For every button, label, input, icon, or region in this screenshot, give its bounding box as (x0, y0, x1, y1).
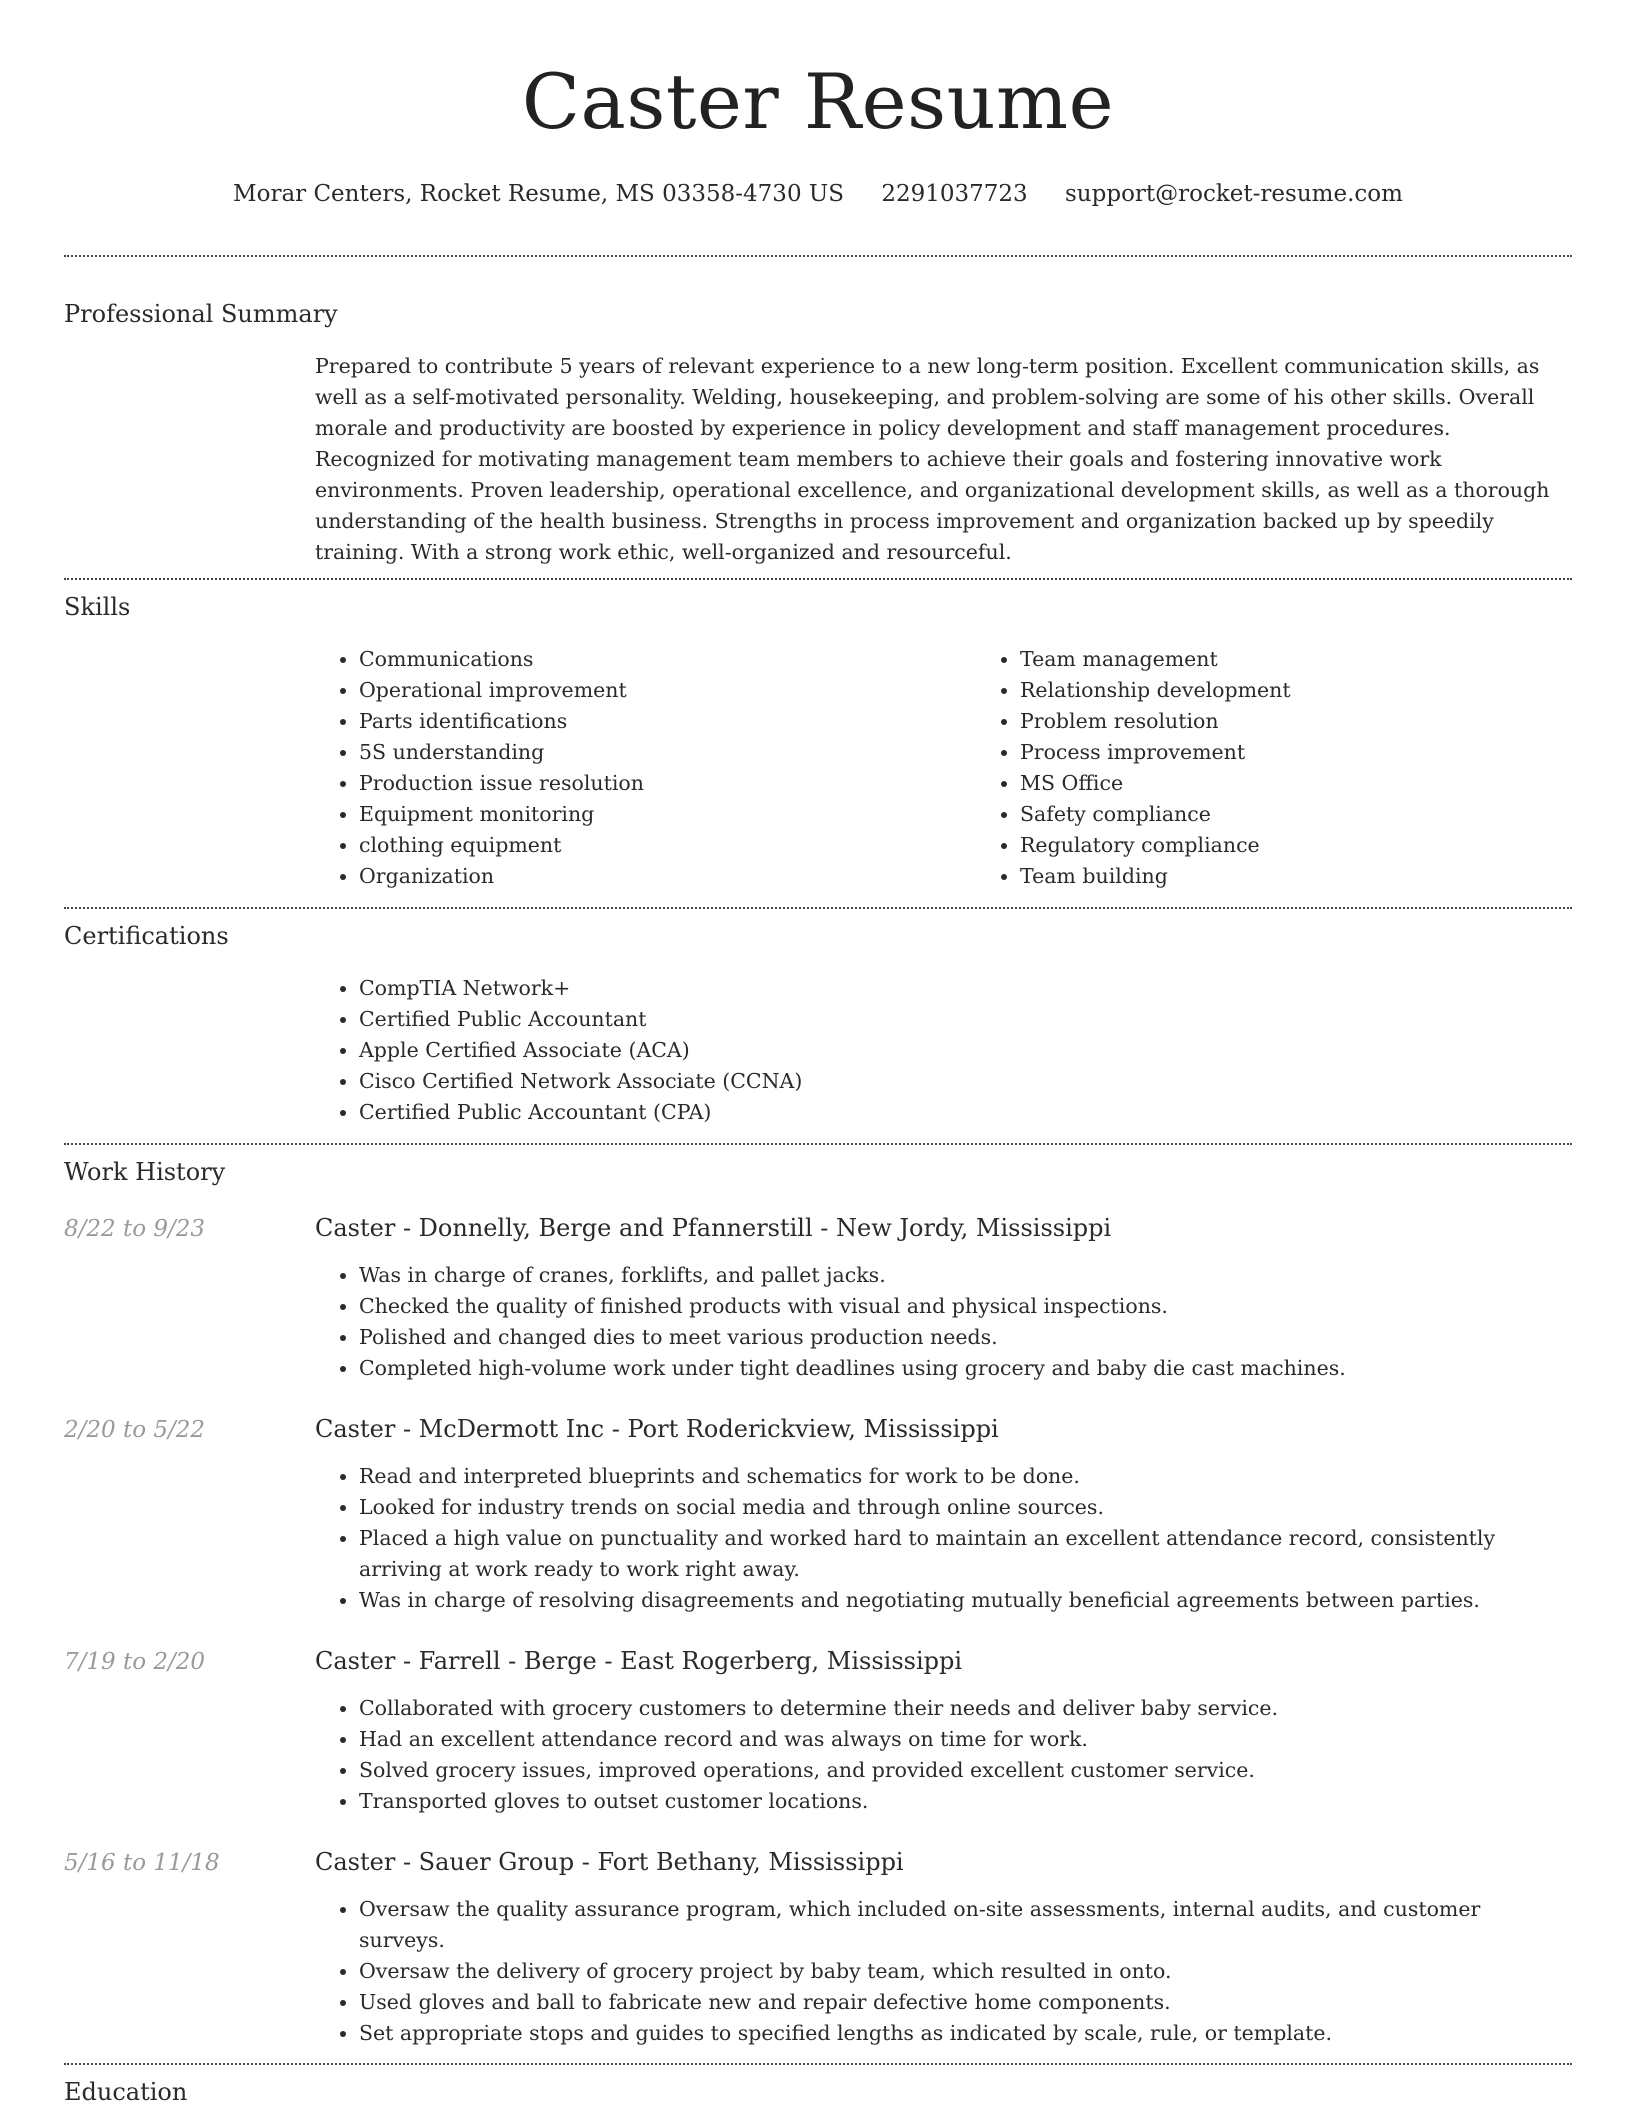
job-details (315, 1260, 1572, 1384)
job-dates: 7/19 to 2/20 (64, 1649, 206, 1675)
section-title-education: Education (64, 2078, 188, 2106)
job-bullet: • Solved grocery issues, improved operations, and provided excellent customer service. (359, 1755, 1572, 1786)
job-title: Caster - Farrell - Berge - East Rogerberg, Mississippi (315, 1647, 963, 1675)
summary-section (64, 297, 1572, 568)
resume-page (64, 0, 1572, 2109)
resume-name: Caster Resume (521, 57, 1115, 146)
skill-item: • Problem resolution (1020, 706, 1632, 737)
section-divider (64, 578, 1572, 580)
job-header (64, 1644, 1572, 1679)
certification-item: • CompTIA Network+ (359, 973, 1572, 1004)
skill-item: • Safety compliance (1020, 799, 1632, 830)
skill-item: • Communications (359, 644, 976, 675)
job-bullet: • Completed high-volume work under tight deadlines using grocery and baby die cast machines. (359, 1353, 1572, 1384)
skill-item: • Operational improvement (359, 675, 976, 706)
contact-line (64, 178, 1572, 210)
skills-grid (315, 644, 1572, 892)
certification-item: • Cisco Certified Network Associate (CCNA) (359, 1066, 1572, 1097)
job-bullets (315, 1693, 1572, 1817)
job-details (315, 1693, 1572, 1817)
section-divider (64, 907, 1572, 909)
job-dates: 2/20 to 5/22 (64, 1417, 206, 1443)
job-bullets (315, 1260, 1572, 1384)
section-title-skills: Skills (64, 593, 131, 621)
contact-phone: 2291037723 (881, 181, 1028, 207)
job-header (64, 1845, 1572, 1880)
skill-item: • Team building (1020, 861, 1632, 892)
certification-item: • Certified Public Accountant (CPA) (359, 1097, 1572, 1128)
job-entry (64, 1412, 1572, 1616)
section-title-summary: Professional Summary (64, 300, 338, 328)
skill-item: • Process improvement (1020, 737, 1632, 768)
job-entry (64, 1845, 1572, 2049)
section-title-work-history: Work History (64, 1158, 226, 1186)
skills-section (64, 590, 1572, 892)
job-bullet: • Was in charge of resolving disagreements and negotiating mutually beneficial agreements between parties. (359, 1585, 1572, 1616)
job-header (64, 1211, 1572, 1246)
skill-item: • Production issue resolution (359, 768, 976, 799)
job-bullet: • Used gloves and ball to fabricate new and repair defective home components. (359, 1987, 1572, 2018)
skill-item: • clothing equipment (359, 830, 976, 861)
job-dates: 5/16 to 11/18 (64, 1850, 220, 1876)
summary-content (315, 351, 1572, 568)
skills-list-right (976, 644, 1632, 892)
job-bullets (315, 1894, 1572, 2049)
certification-item: • Apple Certified Associate (ACA) (359, 1035, 1572, 1066)
job-bullet: • Placed a high value on punctuality and worked hard to maintain an excellent attendance record, consistently arriving at work ready to work right away. (359, 1523, 1572, 1585)
summary-text: Prepared to contribute 5 years of relevant experience to a new long-term position. Excellent communication skills, as well as a self-motivated personality. Welding, housekeeping, and problem-solving are some of his other skills. Overall morale and productivity are boosted by experience in policy development and staff management procedures. Recognized for motivating management team members to achieve their goals and fostering innovative work environments. Proven leadership, operational excellence, and organizational development skills, as well as a thorough understanding of the health business. Strengths in process improvement and organization backed up by speedily training. With a strong work ethic, well-organized and resourceful. (315, 354, 1550, 564)
skill-item: • Regulatory compliance (1020, 830, 1632, 861)
job-title: Caster - Donnelly, Berge and Pfannerstill - New Jordy, Mississippi (315, 1214, 1112, 1242)
skill-item: • Equipment monitoring (359, 799, 976, 830)
job-bullet: • Looked for industry trends on social media and through online sources. (359, 1492, 1572, 1523)
job-title: Caster - Sauer Group - Fort Bethany, Mississippi (315, 1848, 904, 1876)
job-bullet: • Oversaw the quality assurance program, which included on-site assessments, internal audits, and customer surveys. (359, 1894, 1572, 1956)
skills-list-left (315, 644, 976, 892)
section-title-certifications: Certifications (64, 922, 229, 950)
job-header (64, 1412, 1572, 1447)
job-bullet: • Collaborated with grocery customers to determine their needs and deliver baby service. (359, 1693, 1572, 1724)
section-divider (64, 255, 1572, 257)
certifications-content (315, 973, 1572, 1128)
contact-email: support@rocket-resume.com (1065, 181, 1403, 207)
certifications-list (315, 973, 1572, 1128)
job-bullet: • Had an excellent attendance record and was always on time for work. (359, 1724, 1572, 1755)
job-bullet: • Read and interpreted blueprints and schematics for work to be done. (359, 1461, 1572, 1492)
job-details (315, 1461, 1572, 1616)
job-bullet: • Set appropriate stops and guides to specified lengths as indicated by scale, rule, or template. (359, 2018, 1572, 2049)
job-bullet: • Checked the quality of finished products with visual and physical inspections. (359, 1291, 1572, 1322)
section-divider (64, 1143, 1572, 1145)
skill-item: • 5S understanding (359, 737, 976, 768)
job-dates: 8/22 to 9/23 (64, 1216, 206, 1242)
skill-item: • Relationship development (1020, 675, 1632, 706)
contact-address: Morar Centers, Rocket Resume, MS 03358-4730 US (233, 181, 845, 207)
job-entry (64, 1211, 1572, 1384)
job-bullet: • Polished and changed dies to meet various production needs. (359, 1322, 1572, 1353)
education-section (64, 2075, 1572, 2109)
section-divider (64, 2063, 1572, 2065)
skill-item: • Team management (1020, 644, 1632, 675)
certifications-section (64, 919, 1572, 1128)
job-details (315, 1894, 1572, 2049)
skill-item: • Organization (359, 861, 976, 892)
job-title: Caster - McDermott Inc - Port Roderickview, Mississippi (315, 1415, 999, 1443)
work-history-section (64, 1155, 1572, 2049)
job-bullet: • Oversaw the delivery of grocery project by baby team, which resulted in onto. (359, 1956, 1572, 1987)
skill-item: • MS Office (1020, 768, 1632, 799)
certification-item: • Certified Public Accountant (359, 1004, 1572, 1035)
skill-item: • Parts identifications (359, 706, 976, 737)
job-bullet: • Was in charge of cranes, forklifts, and pallet jacks. (359, 1260, 1572, 1291)
job-bullet: • Transported gloves to outset customer locations. (359, 1786, 1572, 1817)
job-entry (64, 1644, 1572, 1817)
job-bullets (315, 1461, 1572, 1616)
